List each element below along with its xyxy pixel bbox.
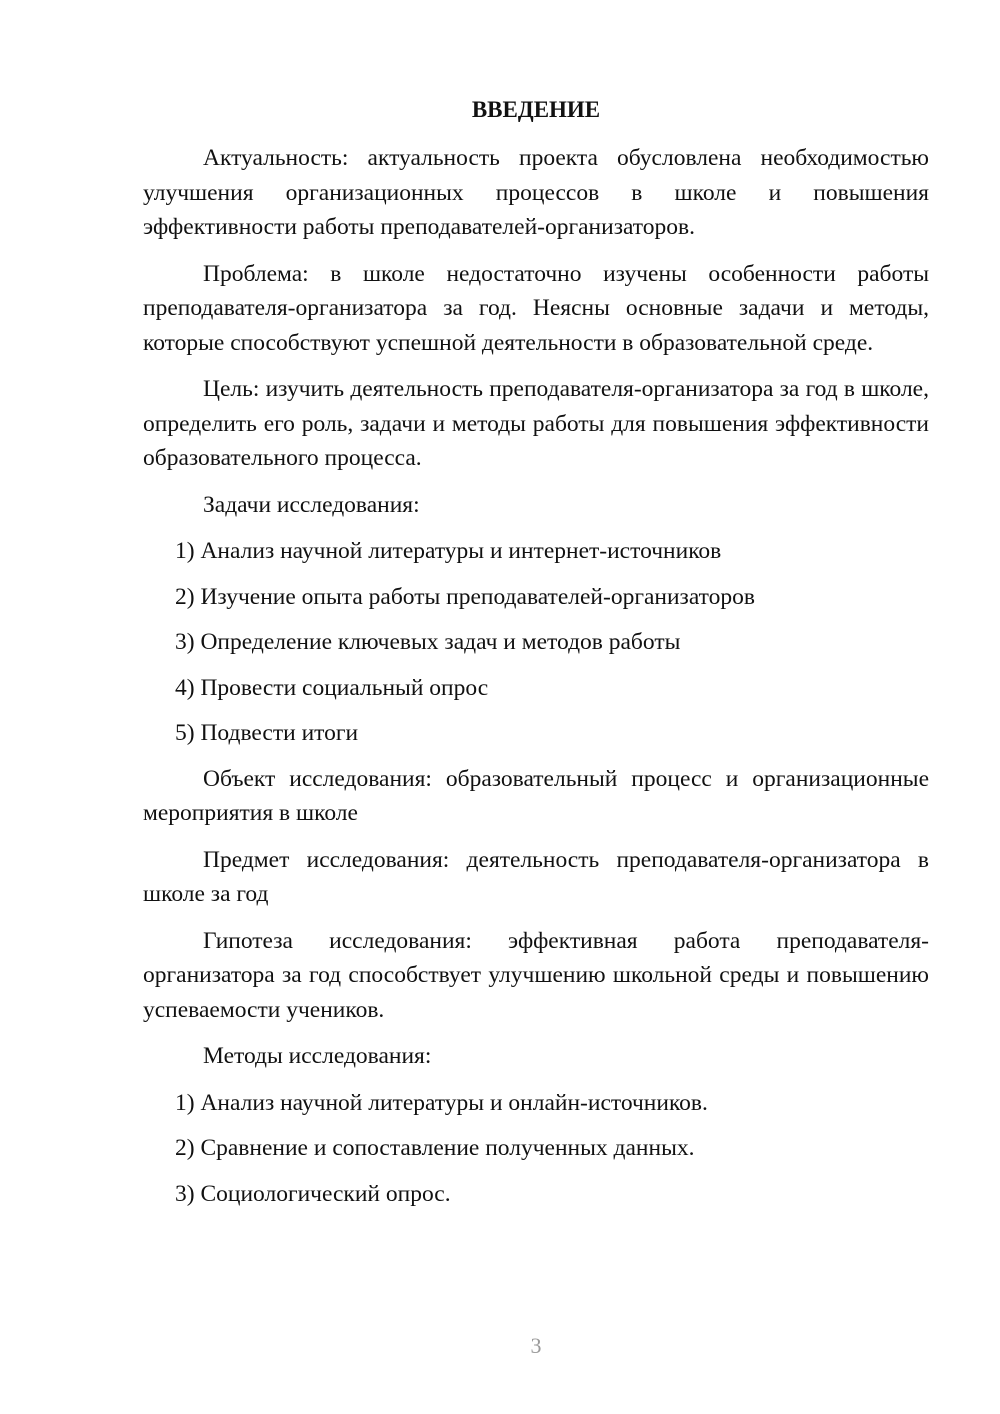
section-title: ВВЕДЕНИЕ xyxy=(471,97,601,122)
method-item: 2) Сравнение и сопоставление полученных данных. xyxy=(175,1135,695,1161)
tasks-list xyxy=(143,534,929,751)
task-item: 1) Анализ научной литературы и интернет-источников xyxy=(175,538,722,564)
object-paragraph: Объект исследования: образовательный процесс и организационные мероприятия в школе xyxy=(143,765,929,826)
document-page xyxy=(143,95,929,1222)
method-item: 3) Социологический опрос. xyxy=(175,1180,451,1207)
tasks-heading: Задачи исследования: xyxy=(203,491,420,518)
task-item: 4) Провести социальный опрос xyxy=(175,674,489,701)
problem-paragraph: Проблема: в школе недостаточно изучены особенности работы преподавателя-организатора за год. Неясны основные задачи и методы, которые способствуют успешной деятельности в образовательной среде. xyxy=(143,260,929,356)
methods-list xyxy=(143,1086,929,1212)
task-item: 2) Изучение опыта работы преподавателей-организаторов xyxy=(175,583,755,610)
goal-paragraph: Цель: изучить деятельность преподавателя-организатора за год в школе, определить его роль, задачи и методы работы для повышения эффективности образовательного процесса. xyxy=(143,376,929,471)
task-item: 3) Определение ключевых задач и методов работы xyxy=(175,629,681,655)
hypothesis-paragraph: Гипотеза исследования: эффективная работа преподавателя-организатора за год способствует улучшению школьной среды и повышению успеваемости учеников. xyxy=(143,927,929,1023)
relevance-paragraph: Актуальность: актуальность проекта обусловлена необходимостью улучшения организационных процессов в школе и повышения эффективности работы преподавателей-организаторов. xyxy=(143,145,929,240)
page-number: 3 xyxy=(530,1333,542,1358)
methods-heading: Методы исследования: xyxy=(203,1043,432,1069)
task-item: 5) Подвести итоги xyxy=(175,720,359,746)
method-item: 1) Анализ научной литературы и онлайн-источников. xyxy=(175,1089,708,1116)
subject-paragraph: Предмет исследования: деятельность преподавателя-организатора в школе за год xyxy=(143,846,929,907)
